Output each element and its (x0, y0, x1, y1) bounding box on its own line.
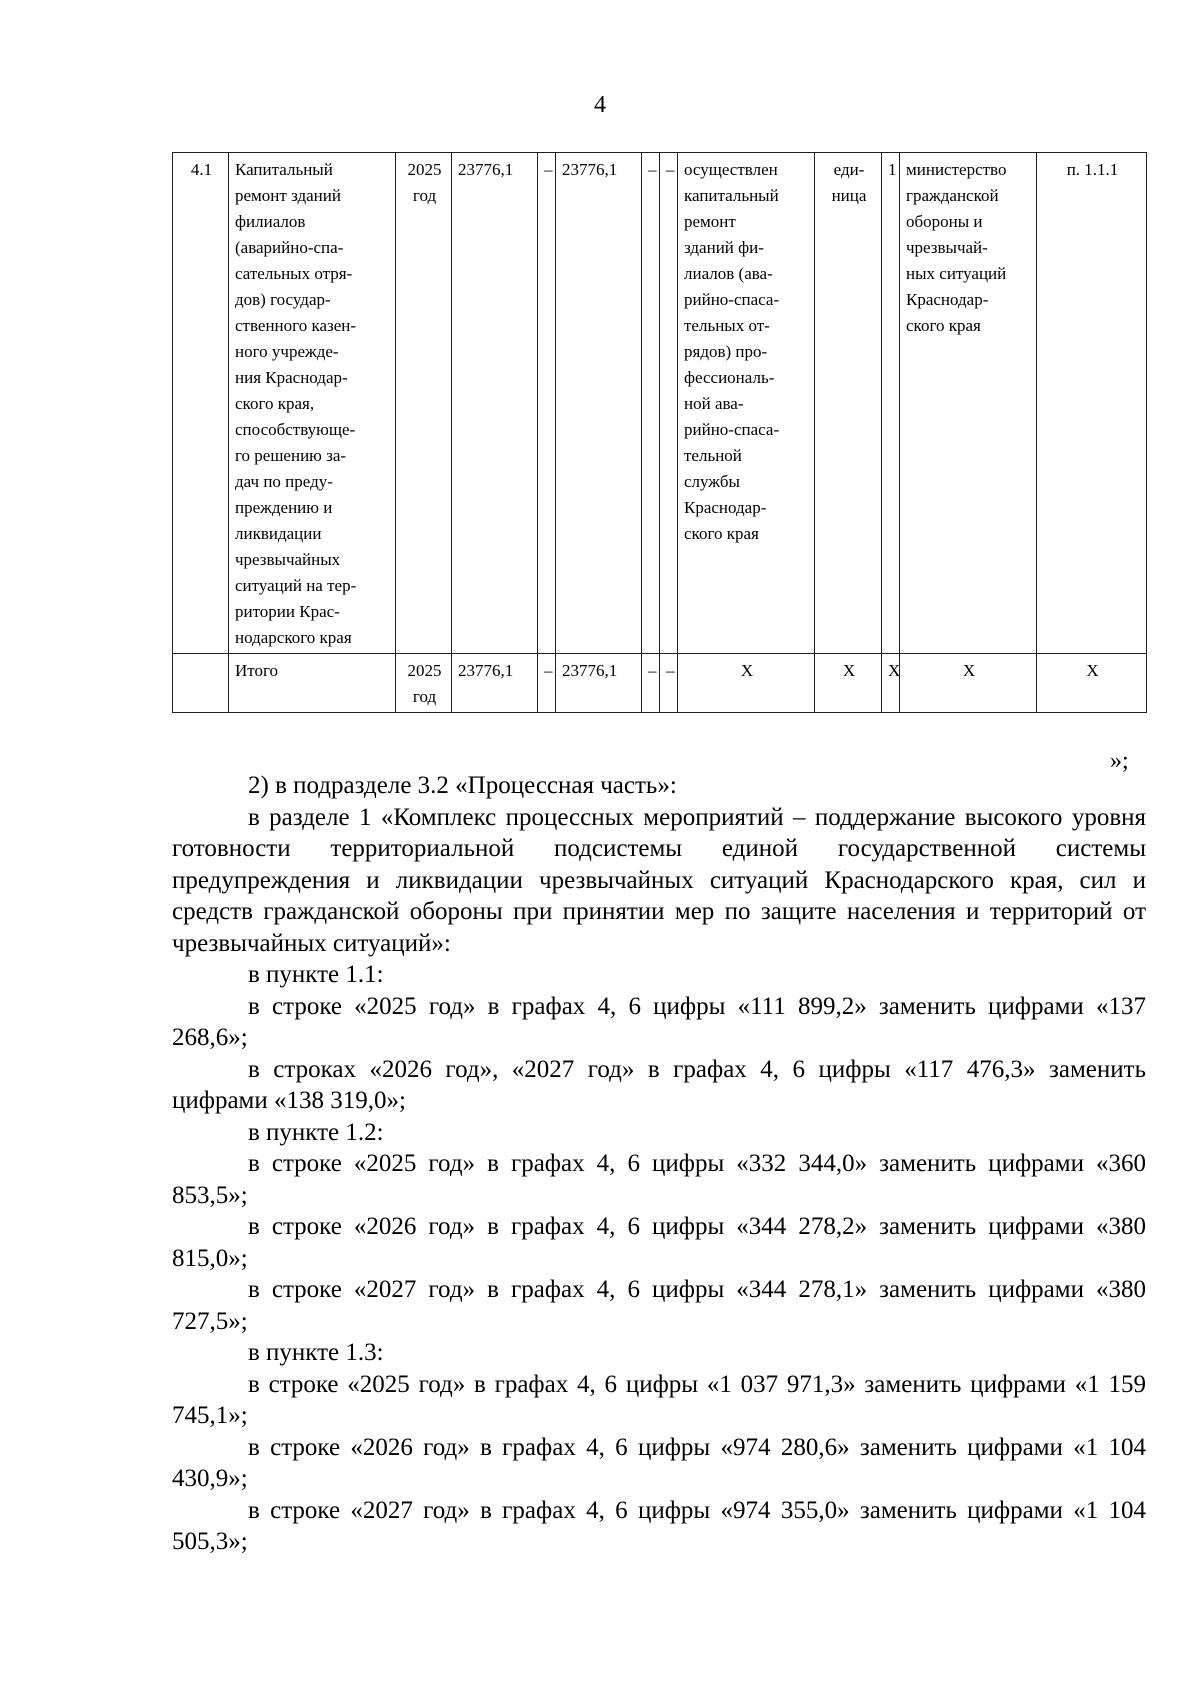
dash-cell: – (538, 654, 556, 713)
table-row (173, 153, 1147, 654)
regional-cell: 23776,1 (556, 153, 642, 654)
paragraph: в пункте 1.2: (248, 1118, 384, 1146)
page-number: 4 (594, 92, 606, 118)
program-table (172, 152, 1147, 713)
x-cell: Х (882, 654, 900, 713)
paragraph: 2) в подразделе 3.2 «Процессная часть»: (248, 772, 677, 799)
total-row (173, 654, 1147, 713)
paragraph: в строке «2025 год» в графах 4, 6 цифры «1 037 971,3» заменить цифрами «1 159 745,1»; (172, 1370, 1146, 1429)
x-cell: Х (1037, 654, 1147, 713)
total-cell: 23776,1 (452, 654, 538, 713)
paragraph: в пункте 1.3: (248, 1339, 384, 1366)
paragraph: в строках «2026 год», «2027 год» в графах 4, 6 цифры «117 476,3» заменить цифрами «138 319,0»; (172, 1055, 1146, 1114)
dash-cell: – (538, 153, 556, 654)
paragraph: в строке «2027 год» в графах 4, 6 цифры «974 355,0» заменить цифрами «1 104 505,3»; (172, 1496, 1146, 1555)
total-cell: 23776,1 (452, 153, 538, 654)
regional-cell: 23776,1 (556, 654, 642, 713)
measure-name: Капитальный ремонт зданий филиалов (аварийно-спа- сательных отря- дов) государ- ственного казен- ного учрежде- ния Краснодар- ского края, способствующе- го решению за- дач по преду- преждению и ликвидации чрезвычайных ситуаций на тер- ритории Крас- нодарского края (229, 153, 396, 654)
unit-cell: еди- ница (815, 153, 882, 654)
closing-quote: »; (1110, 748, 1129, 774)
paragraph: в строке «2026 год» в графах 4, 6 цифры «974 280,6» заменить цифрами «1 104 430,9»; (172, 1433, 1146, 1492)
empty-cell (173, 654, 229, 713)
row-number: 4.1 (173, 153, 229, 654)
result-cell: осуществлен капитальный ремонт зданий фи- лиалов (ава- рийно-спаса- тельных от- рядов) про- фессиональ- ной ава- рийно-спаса- тельной службы Краснодар- ского края (678, 153, 815, 654)
reference-cell: п. 1.1.1 (1037, 153, 1147, 654)
paragraph: в разделе 1 «Комплекс процессных мероприятий – поддержание высокого уровня готовности территориальной подсистемы единой государственной системы предупреждения и ликвидации чрезвычайных ситуаций Краснодарского края, сил и средств гражданской обороны при принятии мер по защите населения и территорий от чрезвычайных ситуаций»: (172, 803, 1146, 957)
year-cell: 2025 год (396, 153, 452, 654)
x-cell: Х (900, 654, 1037, 713)
total-label: Итого (229, 654, 396, 713)
paragraph: в строке «2026 год» в графах 4, 6 цифры «344 278,2» заменить цифрами «380 815,0»; (172, 1213, 1146, 1272)
paragraph: в строке «2025 год» в графах 4, 6 цифры «111 899,2» заменить цифрами «137 268,6»; (172, 992, 1146, 1051)
dash-cell: – (660, 153, 678, 654)
x-cell: Х (815, 654, 882, 713)
dash-cell: – (642, 153, 660, 654)
amendment-text (172, 770, 1146, 1558)
executor-cell: министерство гражданской обороны и чрезвычай- ных ситуаций Краснодар- ского края (900, 153, 1037, 654)
paragraph: в строке «2025 год» в графах 4, 6 цифры «332 344,0» заменить цифрами «360 853,5»; (172, 1150, 1146, 1209)
paragraph: в пункте 1.1: (248, 961, 384, 988)
x-cell: Х (678, 654, 815, 713)
quantity-cell: 1 (882, 153, 900, 654)
dash-cell: – (660, 654, 678, 713)
dash-cell: – (642, 654, 660, 713)
year-cell: 2025 год (396, 654, 452, 713)
paragraph: в строке «2027 год» в графах 4, 6 цифры «344 278,1» заменить цифрами «380 727,5»; (172, 1276, 1146, 1335)
